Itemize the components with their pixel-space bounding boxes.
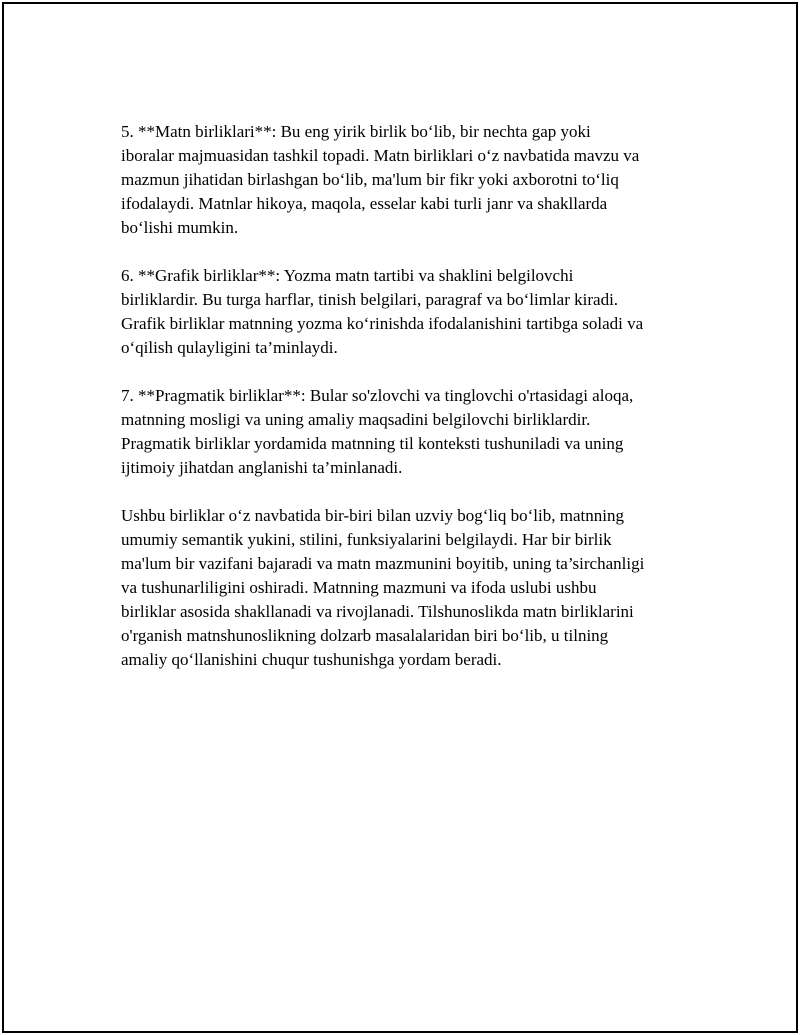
text-line: Ushbu birliklar o‘z navbatida bir-biri bilan uzviy bog‘liq bo‘lib, matnning	[121, 506, 624, 525]
paragraph-conclusion	[121, 504, 701, 672]
text-line: umumiy semantik yukini, stilini, funksiyalarini belgilaydi. Har bir birlik	[121, 530, 612, 549]
text-line: birliklar asosida shakllanadi va rivojlanadi. Tilshunoslikda matn birliklarini	[121, 602, 634, 621]
text-line: ma'lum bir vazifani bajaradi va matn mazmunini boyitib, uning ta’sirchanligi	[121, 554, 645, 573]
paragraph-grafik-birliklar	[121, 264, 701, 360]
text-line: Pragmatik birliklar yordamida matnning til konteksti tushuniladi va uning	[121, 434, 624, 453]
text-line: mazmun jihatidan birlashgan bo‘lib, ma'lum bir fikr yoki axborotni to‘liq	[121, 170, 619, 189]
paragraph-matn-birliklari	[121, 120, 701, 240]
text-line: iboralar majmuasidan tashkil topadi. Matn birliklari o‘z navbatida mavzu va	[121, 146, 640, 165]
text-line: birliklardir. Bu turga harflar, tinish belgilari, paragraf va bo‘limlar kiradi.	[121, 290, 619, 309]
text-line: 5. **Matn birliklari**: Bu eng yirik birlik bo‘lib, bir nechta gap yoki	[121, 122, 591, 141]
text-line: 6. **Grafik birliklar**: Yozma matn tartibi va shaklini belgilovchi	[121, 266, 574, 285]
page-frame	[2, 2, 798, 1033]
text-line: matnning mosligi va uning amaliy maqsadini belgilovchi birliklardir.	[121, 410, 591, 429]
text-line: va tushunarliligini oshiradi. Matnning mazmuni va ifoda uslubi ushbu	[121, 578, 597, 597]
text-line: Grafik birliklar matnning yozma ko‘rinishda ifodalanishini tartibga soladi va	[121, 314, 644, 333]
text-line: o‘qilish qulayligini ta’minlaydi.	[121, 338, 338, 357]
text-line: o'rganish matnshunoslikning dolzarb masalalaridan biri bo‘lib, u tilning	[121, 626, 609, 645]
paragraph-pragmatik-birliklar	[121, 384, 701, 480]
text-line: 7. **Pragmatik birliklar**: Bular so'zlovchi va tinglovchi o'rtasidagi aloqa,	[121, 386, 634, 405]
text-line: ifodalaydi. Matnlar hikoya, maqola, esselar kabi turli janr va shakllarda	[121, 194, 608, 213]
text-line: bo‘lishi mumkin.	[121, 218, 239, 237]
text-line: amaliy qo‘llanishini chuqur tushunishga yordam beradi.	[121, 650, 502, 669]
text-line: ijtimoiy jihatdan anglanishi ta’minlanadi.	[121, 458, 403, 477]
document-body	[121, 120, 701, 696]
